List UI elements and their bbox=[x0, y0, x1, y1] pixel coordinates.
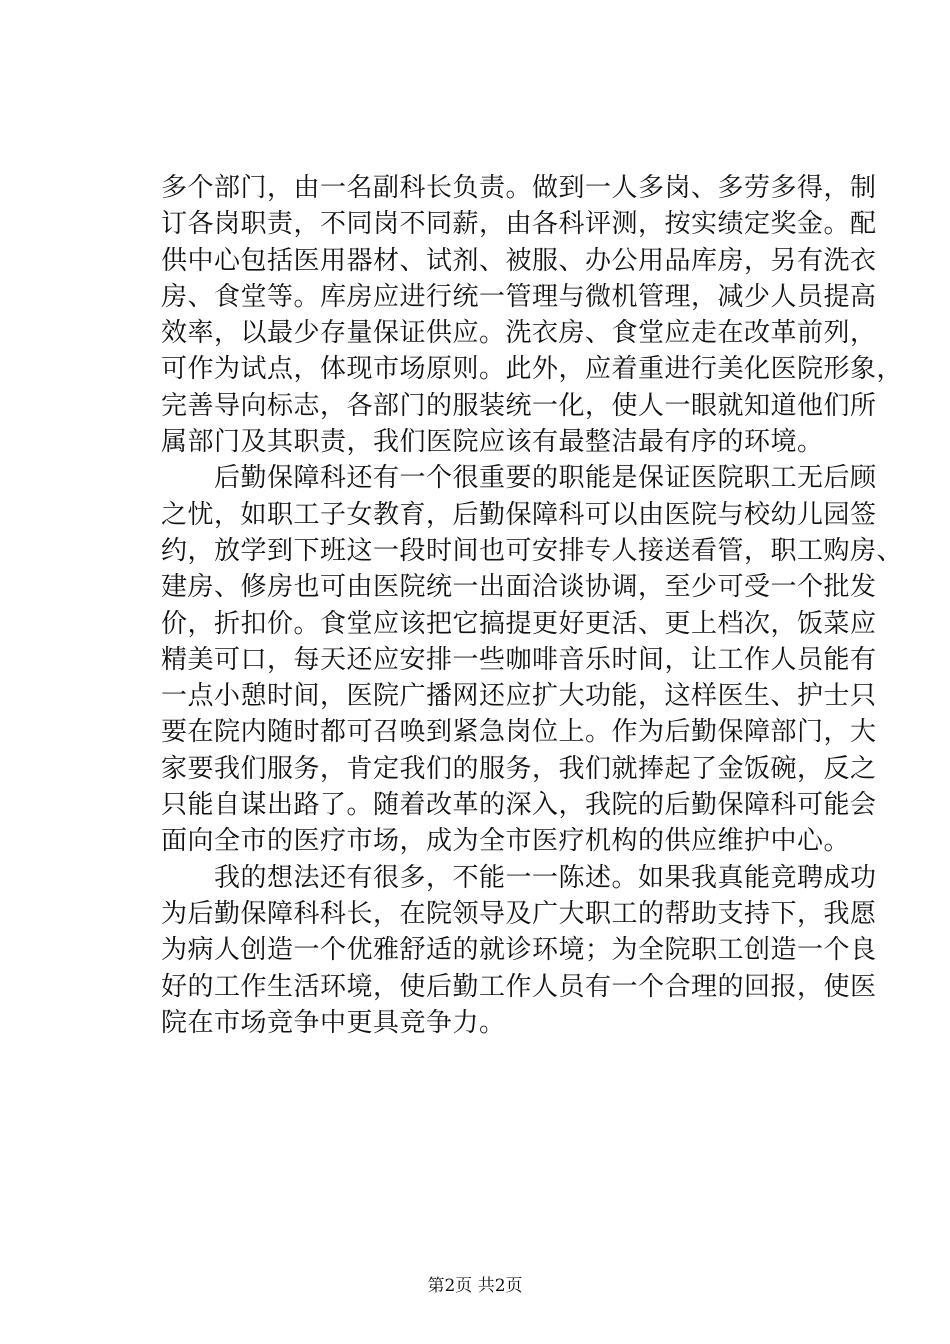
page-number-footer: 第2页 共2页 bbox=[427, 1276, 523, 1296]
text-line: 订各岗职责，不同岗不同薪，由各科评测，按实绩定奖金。配 bbox=[161, 209, 877, 240]
text-line: 家要我们服务，肯定我们的服务，我们就捧起了金饭碗，反之 bbox=[161, 753, 877, 784]
text-line: 可作为试点，体现市场原则。此外，应着重进行美化医院形象， bbox=[161, 354, 904, 385]
text-line: 要在院内随时都可召唤到紧急岗位上。作为后勤保障部门，大 bbox=[161, 717, 877, 748]
text-line: 完善导向标志，各部门的服装统一化，使人一眼就知道他们所 bbox=[161, 390, 877, 421]
text-line: 一点小憩时间，医院广播网还应扩大功能，这样医生、护士只 bbox=[161, 681, 877, 712]
paragraph-3 bbox=[161, 860, 877, 1041]
text-line: 院在市场竞争中更具竞争力。 bbox=[161, 1007, 506, 1038]
text-line: 多个部门，由一名副科长负责。做到一人多岗、多劳多得，制 bbox=[161, 173, 877, 203]
text-line: 好的工作生活环境，使后勤工作人员有一个合理的回报，使医 bbox=[161, 971, 877, 1002]
paragraph-2 bbox=[161, 460, 904, 859]
text-line: 供中心包括医用器材、试剂、被服、办公用品库房，另有洗衣 bbox=[161, 245, 877, 276]
text-line: 约，放学到下班这一段时间也可安排专人接送看管，职工购房、 bbox=[161, 535, 904, 566]
document-body bbox=[161, 170, 904, 1041]
text-line: 我的想法还有很多，不能一一陈述。如果我真能竞聘成功 bbox=[161, 862, 877, 893]
text-line: 房、食堂等。库房应进行统一管理与微机管理，减少人员提高 bbox=[161, 281, 877, 312]
text-line: 为后勤保障科科长，在院领导及广大职工的帮助支持下，我愿 bbox=[161, 898, 877, 929]
text-line: 效率，以最少存量保证供应。洗衣房、食堂应走在改革前列， bbox=[161, 318, 877, 349]
text-line: 为病人创造一个优雅舒适的就诊环境；为全院职工创造一个良 bbox=[161, 935, 877, 966]
text-line: 属部门及其职责，我们医院应该有最整洁最有序的环境。 bbox=[161, 427, 824, 458]
text-line: 后勤保障科还有一个很重要的职能是保证医院职工无后顾 bbox=[161, 463, 877, 494]
paragraph-1 bbox=[161, 170, 904, 460]
text-line: 面向全市的医疗市场，成为全市医疗机构的供应维护中心。 bbox=[161, 826, 851, 857]
text-line: 建房、修房也可由医院统一出面洽谈协调，至少可受一个批发 bbox=[161, 572, 877, 603]
text-line: 只能自谋出路了。随着改革的深入，我院的后勤保障科可能会 bbox=[161, 790, 877, 821]
text-line: 价，折扣价。食堂应该把它搞提更好更活、更上档次，饭菜应 bbox=[161, 608, 877, 639]
text-line: 之忧，如职工子女教育，后勤保障科可以由医院与校幼儿园签 bbox=[161, 499, 877, 530]
text-line: 精美可口，每天还应安排一些咖啡音乐时间，让工作人员能有 bbox=[161, 644, 877, 675]
